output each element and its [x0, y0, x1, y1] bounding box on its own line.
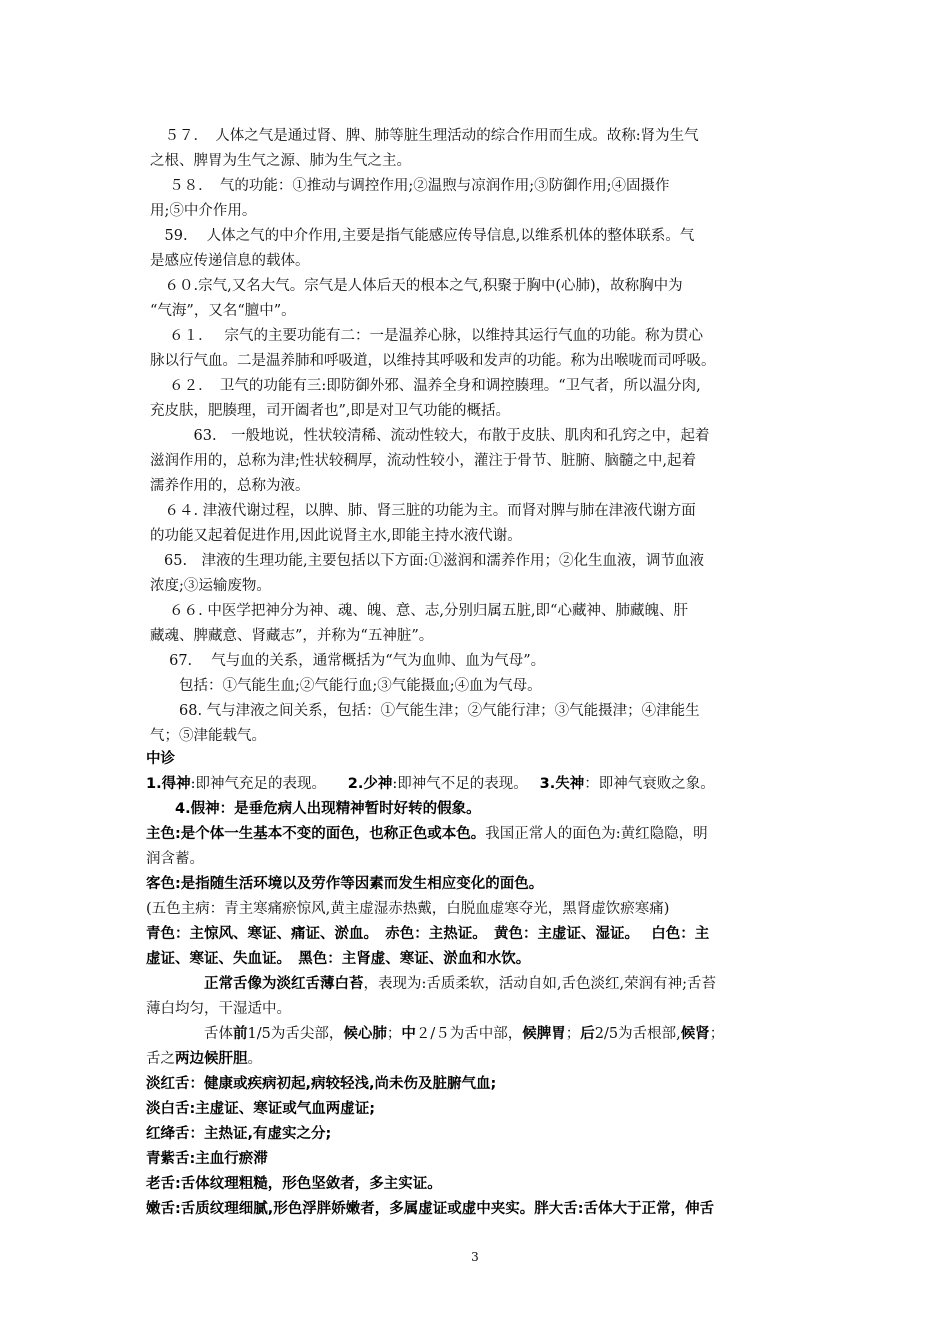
text-line: 65. 津液的生理功能,主要包括以下方面:①滋润和濡养作用；②化生血液，调节血液 — [164, 553, 705, 569]
paragraph-63 — [150, 424, 810, 499]
text-line: 浓度;③运输废物。 — [150, 578, 271, 594]
term-zhuse: 主色:是个体一生基本不变的面色，也称正色或本色。 — [146, 826, 486, 842]
paragraph-66 — [150, 599, 810, 649]
text: ２/５为舌中部， — [415, 1026, 523, 1042]
paragraph-58 — [150, 174, 810, 224]
term-danbai-tongue: 淡白舌:主虚证、寒证或气血两虚证; — [146, 1101, 376, 1117]
definition: ：即神气衰败之象。 — [584, 776, 715, 792]
text: 候脾胃 — [522, 1026, 566, 1042]
paragraph-57 — [150, 124, 810, 174]
colors-line: 虚证、寒证、失血证。 黑色：主肾虚、寒证、淤血和水饮。 — [146, 951, 531, 967]
text-line: 脉以行气血。二是温养肺和呼吸道，以维持其呼吸和发声的功能。称为出喉咙而司呼吸。 — [150, 353, 716, 369]
text-line: “气海”，又名“膻中”。 — [150, 303, 296, 319]
text-line: 之根、脾胃为生气之源、肺为生气之主。 — [150, 153, 411, 169]
page-number: 3 — [471, 1250, 479, 1264]
text: 后 — [580, 1026, 595, 1042]
text-line: 用;⑤中介作用。 — [150, 203, 257, 219]
text-line: 68. 气与津液之间关系，包括：①气能生津；②气能行津；③气能摄津；④津能生 — [150, 703, 700, 719]
paragraph-67 — [150, 649, 810, 699]
paragraph-64 — [150, 499, 810, 549]
paragraph-60 — [150, 274, 810, 324]
text-line: ６０.宗气,又名大气。宗气是人体后天的根本之气,积聚于胸中(心肺)，故称胸中为 — [150, 278, 683, 294]
tongue-parts-line — [146, 1022, 826, 1047]
text: 中 — [401, 1026, 416, 1042]
text: 1/5为舌尖部， — [247, 1026, 344, 1042]
paragraph-59 — [150, 224, 810, 274]
section-heading: 中诊 — [146, 751, 175, 767]
term-shi-shen: 3.失神 — [539, 776, 585, 792]
text: ； — [709, 1026, 725, 1042]
term-nen-tongue: 嫩舌:舌质纹理细腻,形色浮胖娇嫩者，多属虚证或虚中夹实。胖大舌:舌体大于正常，伸舌 — [146, 1201, 715, 1217]
text: ； — [565, 1026, 581, 1042]
paragraph-65 — [150, 549, 810, 599]
text-line: 薄白均匀，干湿适中。 — [146, 1001, 291, 1017]
definition: :即神气不足的表现。 — [392, 776, 540, 792]
zhuse-line — [146, 822, 826, 847]
text: 候心肺 — [343, 1026, 387, 1042]
five-colors-note: (五色主病：青主寒痛瘀惊风,黄主虚湿赤热戴，白脱血虚寒夺光，黑肾虚饮瘀寒痛) — [146, 901, 670, 917]
definition: 我国正常人的面色为:黄红隐隐，明 — [485, 826, 708, 842]
text: 候肾 — [680, 1026, 710, 1042]
text: 两边候肝胆 — [175, 1051, 248, 1067]
text-line: ６２． 卫气的功能有三:即防御外邪、温养全身和调控腠理。“卫气者，所以温分肉, — [150, 378, 701, 394]
text-line: 藏魂、脾藏意、肾藏志”，并称为“五神脏”。 — [150, 628, 434, 644]
term-shao-shen: 2.少神 — [347, 776, 393, 792]
term-danhong-tongue: 淡红舌：健康或疾病初起,病较轻浅,尚未伤及脏腑气血; — [146, 1076, 497, 1092]
diagnosis-section — [146, 747, 826, 1222]
definition: :即神气充足的表现。 — [190, 776, 348, 792]
text-line: 63. 一般地说，性状较清稀、流动性较大，布散于皮肤、肌肉和孔窍之中，起着 — [150, 428, 710, 444]
text-line: ５７． 人体之气是通过肾、脾、肺等脏生理活动的综合作用而生成。故称:肾为生气 — [150, 128, 699, 144]
text-line: 气；⑤津能载气。 — [150, 728, 266, 744]
term-jia-shen: 4.假神：是垂危病人出现精神暂时好转的假象。 — [146, 801, 481, 817]
term-lao-tongue: 老舌:舌体纹理粗糙，形色坚敛者，多主实证。 — [146, 1176, 442, 1192]
text-line: 润含蓄。 — [146, 851, 204, 867]
term-de-shen: 1.得神 — [146, 776, 191, 792]
term-normal-tongue: 正常舌像为淡红舌薄白苔 — [146, 976, 364, 992]
text-line: 包括：①气能生血;②气能行血;③气能摄血;④血为气母。 — [150, 678, 542, 694]
text-line: ６４. 津液代谢过程，以脾、肺、肾三脏的功能为主。而肾对脾与肺在津液代谢方面 — [150, 503, 696, 519]
definition: ，表现为:舌质柔软，活动自如,舌色淡红,荣润有神;舌苔 — [363, 976, 716, 992]
text-line: 是感应传递信息的载体。 — [150, 253, 310, 269]
paragraph-62 — [150, 374, 810, 424]
term-kese: 客色:是指随生活环境以及劳作等因素而发生相应变化的面色。 — [146, 876, 544, 892]
text: 前 — [233, 1026, 248, 1042]
tongue-parts-line-2 — [146, 1047, 826, 1072]
spirit-line — [146, 772, 826, 797]
text: 舌体 — [146, 1026, 233, 1042]
text-line: 59. 人体之气的中介作用,主要是指气能感应传导信息,以维系机体的整体联系。气 — [150, 228, 695, 244]
text-line: ５８． 气的功能：①推动与调控作用;②温煦与凉润作用;③防御作用;④固摄作 — [150, 178, 670, 194]
text-line: ６６. 中医学把神分为神、魂、魄、意、志,分别归属五脏,即“心藏神、肺藏魄、肝 — [150, 603, 688, 619]
text: ； — [386, 1026, 402, 1042]
text-line: 的功能又起着促进作用,因此说肾主水,即能主持水液代谢。 — [150, 528, 522, 544]
text-line: 67. 气与血的关系，通常概括为“气为血帅、血为气母”。 — [150, 653, 546, 669]
term-qingzi-tongue: 青紫舌:主血行瘀滞 — [146, 1151, 268, 1167]
text: 2/5为舌根部, — [594, 1026, 681, 1042]
text-line: 充皮肤，肥腠理，司开阖者也”,即是对卫气功能的概括。 — [150, 403, 511, 419]
text: 。 — [247, 1051, 262, 1067]
tongue-normal-line — [146, 972, 826, 997]
paragraph-68 — [150, 699, 810, 749]
text-line: 濡养作用的，总称为液。 — [150, 478, 310, 494]
colors-line: 青色：主惊风、寒证、痛证、淤血。 赤色：主热证。 黄色：主虚证、湿证。 白色：主 — [146, 926, 710, 942]
term-hongjiang-tongue: 红绛舌：主热证,有虚实之分; — [146, 1126, 332, 1142]
text-line: 滋润作用的，总称为津;性状较稠厚，流动性较小，灌注于骨节、脏腑、脑髓之中,起着 — [150, 453, 696, 469]
paragraph-61 — [150, 324, 810, 374]
text-line: ６１． 宗气的主要功能有二：一是温养心脉，以维持其运行气血的功能。称为贯心 — [150, 328, 703, 344]
text: 舌之 — [146, 1051, 175, 1067]
